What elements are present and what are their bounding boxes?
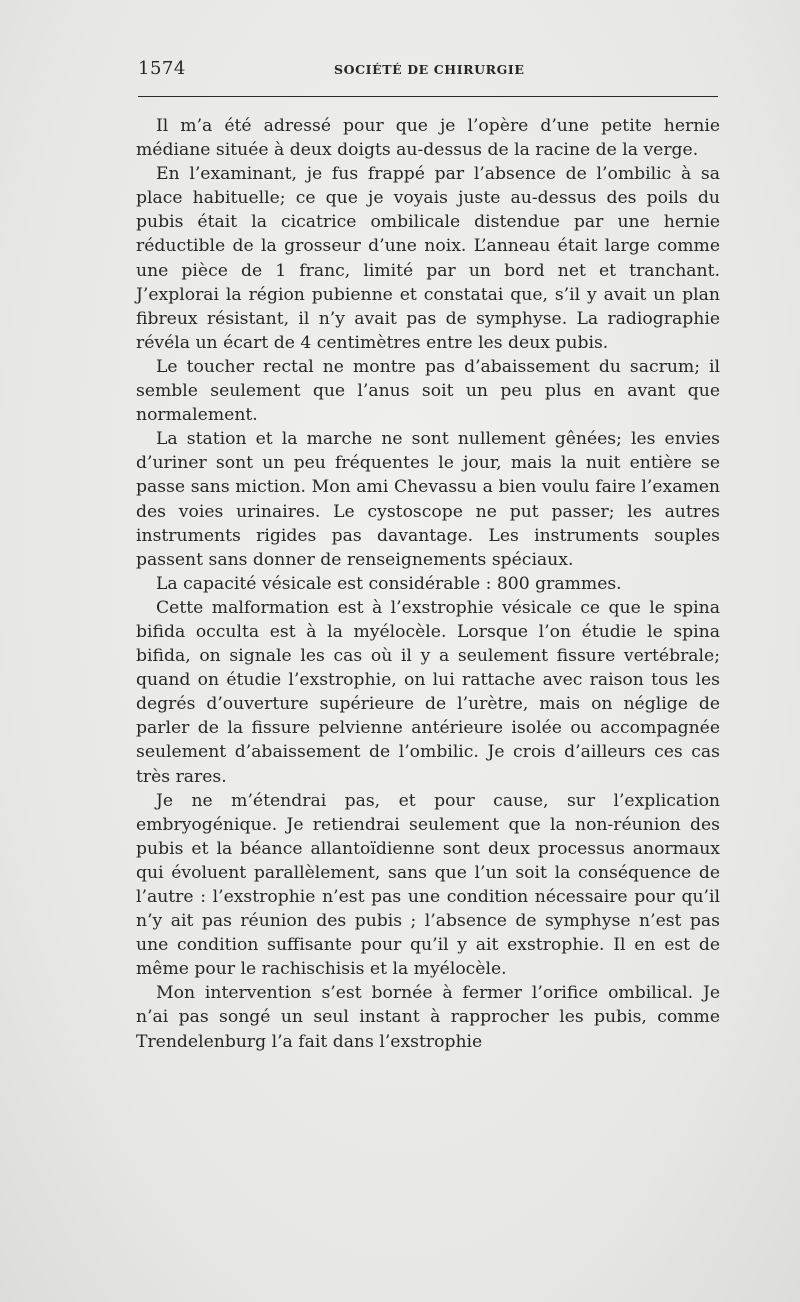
page-number: 1574: [138, 58, 186, 79]
header-rule: [138, 96, 718, 97]
paragraph: Mon intervention s’est bornée à fermer l’orifice ombilical. Je n’ai pas songé un seul instant à rapprocher les pubis, comme Trendelenburg l’a fait dans l’exstrophie: [136, 983, 720, 1052]
paragraph: La capacité vésicale est considérable : 800 grammes.: [156, 573, 622, 594]
page-header: [138, 58, 718, 82]
paragraph: Je ne m’étendrai pas, et pour cause, sur l’explication embryogénique. Je retiendrai seulement que la non-réunion des pubis et la béance allantoïdienne sont deux processus anormaux qui évoluent parallèlement, sans que l’un soit la conséquence de l’autre : l’exstrophie n’est pas une condition nécessaire pour qu’il n’y ait pas réunion des pubis ; l’absence de symphyse n’est pas une condition suffisante pour qu’il y ait exstrophie. Il en est de même pour le rachischisis et la myélocèle.: [136, 790, 720, 980]
body-text: [136, 114, 720, 1054]
paragraph: Cette malformation est à l’exstrophie vésicale ce que le spina bifida occulta est à la myélocèle. Lorsque l’on étudie le spina bifida, on signale les cas où il y a seulement fissure vertébrale; quand on étudie l’exstrophie, on lui rattache avec raison tous les degrés d’ouverture supérieure de l’urètre, mais on néglige de parler de la fissure pelvienne antérieure isolée ou accompagnée seulement d’abaissement de l’ombilic. Je crois d’ailleurs ces cas très rares.: [136, 597, 720, 787]
running-head: SOCIÉTÉ DE CHIRURGIE: [334, 62, 525, 77]
paragraph: La station et la marche ne sont nullement gênées; les envies d’uriner sont un peu fréquentes le jour, mais la nuit entière se passe sans miction. Mon ami Chevassu a bien voulu faire l’examen des voies urinaires. Le cystoscope ne put passer; les autres instruments rigides pas davantage. Les instruments souples passent sans donner de renseignements spéciaux.: [136, 429, 720, 570]
paragraph: En l’examinant, je fus frappé par l’absence de l’ombilic à sa place habituelle; ce que je voyais juste au-dessus des poils du pubis était la cicatrice ombilicale distendue par une hernie réductible de la grosseur d’une noix. L’anneau était large comme une pièce de 1 franc, limité par un bord net et tranchant. J’explorai la région pubienne et constatai que, s’il y avait un plan fibreux résistant, il n’y avait pas de symphyse. La radiographie révéla un écart de 4 centimètres entre les deux pubis.: [136, 164, 720, 353]
paragraph: Le toucher rectal ne montre pas d’abaissement du sacrum; il semble seulement que l’anus soit un peu plus en avant que normalement.: [136, 356, 720, 426]
paragraph: Il m’a été adressé pour que je l’opère d’une petite hernie médiane située à deux doigts au-dessus de la racine de la verge.: [136, 116, 720, 161]
